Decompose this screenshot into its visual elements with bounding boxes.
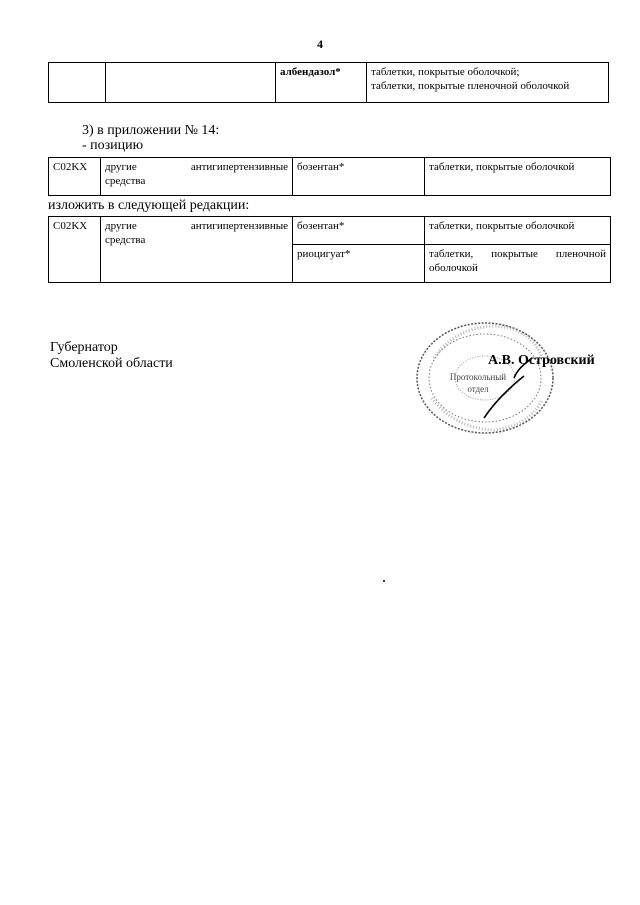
group-line: средства [105, 175, 146, 187]
group-cell [101, 217, 293, 283]
old-position-table [48, 157, 611, 196]
replace-label: изложить в следующей редакции: [48, 198, 250, 213]
signatory-title-line: Смоленской области [50, 356, 173, 371]
table-row [49, 158, 611, 196]
atc-code-cell: C02KX [49, 158, 101, 196]
page-number: 4 [317, 37, 323, 51]
dosage-form-cell: таблетки, покрытые оболочкой [425, 158, 611, 196]
group-line: другие антигипертензивные [105, 220, 288, 232]
table-row [49, 63, 609, 103]
group-line: средства [105, 234, 146, 246]
medicines-table-continued [48, 62, 609, 103]
substance-cell: бозентан* [293, 158, 425, 196]
dosage-form-line: таблетки, покрытые оболочкой; [371, 66, 520, 78]
substance-cell: риоцигуат* [293, 245, 425, 283]
scan-dot [383, 580, 385, 582]
official-seal-icon [414, 318, 556, 436]
dosage-form-line: таблетки, покрытые пленочной оболочкой [371, 80, 570, 92]
dosage-form-cell [367, 63, 609, 103]
substance-cell: бозентан* [293, 217, 425, 245]
seal-center-text: отдел [467, 384, 489, 394]
seal-center-text: Протокольный [449, 372, 507, 382]
group-cell [101, 158, 293, 196]
atc-code-cell [49, 63, 106, 103]
signatory-title [50, 340, 173, 372]
dosage-form-cell [425, 245, 611, 283]
dosage-form-cell: таблетки, покрытые оболочкой [425, 217, 611, 245]
signatory-name: А.В. Островский [488, 353, 595, 368]
substance-cell: албендазол* [276, 63, 367, 103]
group-cell [106, 63, 276, 103]
dosage-form-line: таблетки, покрытые пленочной [429, 248, 606, 260]
atc-code-cell: C02KX [49, 217, 101, 283]
new-position-table [48, 216, 611, 283]
group-line: другие антигипертензивные [105, 161, 288, 173]
signatory-title-line: Губернатор [50, 340, 118, 355]
dosage-form-line: оболочкой [429, 262, 478, 274]
position-label: - позицию [82, 138, 144, 153]
section-heading: 3) в приложении № 14: [82, 123, 220, 138]
table-row [49, 217, 611, 245]
